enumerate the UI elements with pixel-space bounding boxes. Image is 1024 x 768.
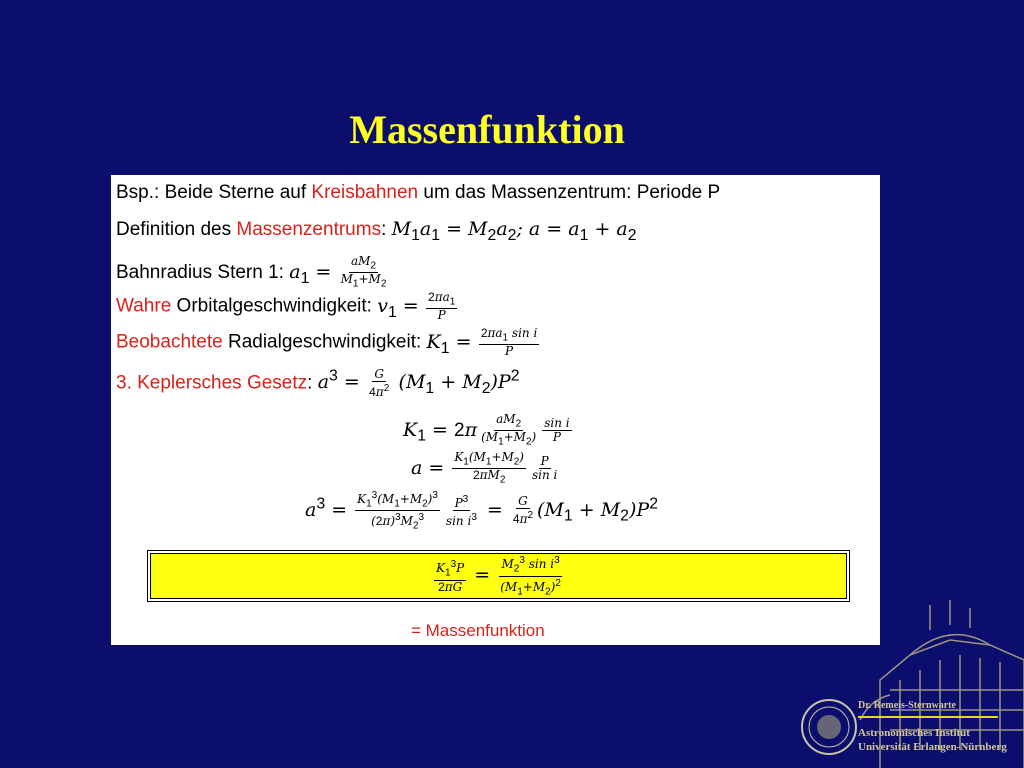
highlight-kreisbahnen: Kreisbahnen	[311, 182, 419, 203]
equation-mass-function: $\frac{K_1^3P}{2\pi G}$ = $\frac{M_2^3 \sin i^3}{(M_1+M_2)^2}$	[436, 555, 561, 597]
formula-center-of-mass: $M_1a_1 = M_2a_2$; $a = a_1 + a_2$	[391, 218, 637, 244]
university-seal-icon	[800, 698, 858, 756]
line-center-of-mass: Definition des Massenzentrums: $M_1a_1 = M_2a_2$; $a = a_1 + a_2$	[116, 218, 637, 244]
logo-university-name: Universität Erlangen-Nürnberg	[858, 741, 1007, 753]
formula-orbital-velocity: $v_1$ =	[377, 294, 419, 321]
formula-orbit-radius: $a_1$ =	[289, 260, 332, 287]
line-orbital-velocity: Wahre Orbitalgeschwindigkeit: $v_1$ = $\frac{2\pi a_1}{P}$	[116, 290, 456, 323]
fraction: $\frac{aM_2}{M_1+M_2}$	[340, 254, 387, 290]
line-example: Bsp.: Beide Sterne auf Kreisbahnen um das Massenzentrum: Periode P	[116, 182, 721, 203]
highlight-wahre: Wahre	[116, 295, 172, 317]
fraction: $\frac{2\pi a_1}{P}$	[428, 290, 456, 323]
mass-function-box	[147, 550, 850, 602]
line-radial-velocity: Beobachtete Radialgeschwindigkeit: $K_1$ = $\frac{2\pi a_1 \sin i}{P}$	[116, 326, 538, 359]
fraction: $\frac{G}{4\pi^2}$	[369, 366, 390, 399]
equation-a: a = $\frac{K_1(M_1+M_2)}{2\pi M_2}$ $\frac{P}{\text{sin i}}$	[411, 450, 558, 486]
logo-institute-name: Astronomisches Institut	[858, 727, 970, 739]
logo-divider	[858, 716, 998, 718]
mass-function-label: = Massenfunktion	[411, 621, 545, 640]
equation-a-cubed: $a^3$ = $\frac{K_1^3(M_1+M_2)^3}{(2\pi)^3M_2^3}$ $\frac{P^3}{\sin i^3}$ = $\frac{G}{4\pi^2}$ $(M_1 + M_2)P^2$	[305, 490, 658, 532]
highlight-kepler: 3. Keplersches Gesetz	[116, 372, 308, 394]
formula-kepler: $a^3$ =	[317, 368, 360, 394]
logo-observatory-name: Dr. Remeis-Sternwarte	[858, 700, 956, 711]
slide-title: Massenfunktion	[349, 107, 625, 152]
content-panel	[111, 175, 880, 645]
equation-k1: $K_1 = 2\pi$ $\frac{aM_2}{(M_1+M_2)}$ $\frac{\text{sin i}}{P}$	[403, 412, 570, 448]
highlight-beobachtete: Beobachtete	[116, 331, 223, 353]
highlight-massenzentrums: Massenzentrums	[236, 219, 382, 240]
formula-radial-velocity: $K_1$ =	[426, 330, 472, 357]
line-orbit-radius: Bahnradius Stern 1: $a_1$ = $\frac{aM_2}{M_1+M_2}$	[116, 254, 387, 290]
line-kepler-law: 3. Keplersches Gesetz: $a^3$ = $\frac{G}{4\pi^2}$ $(M_1 + M_2)P^2$	[116, 366, 520, 399]
fraction: $\frac{2\pi a_1 \sin i}{P}$	[480, 326, 538, 359]
